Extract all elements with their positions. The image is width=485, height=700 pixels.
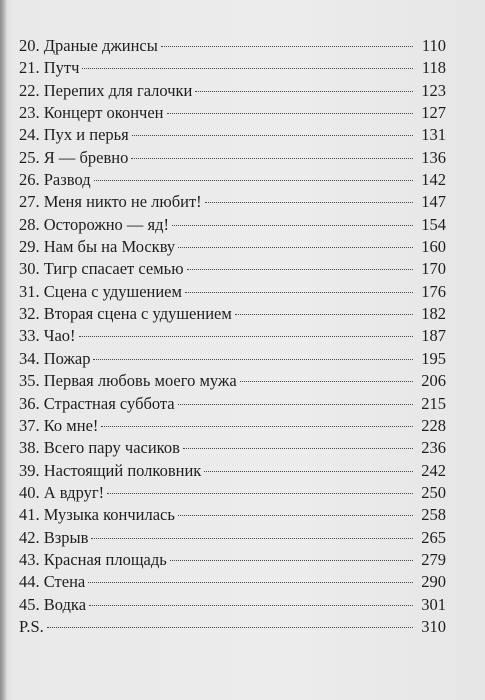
- toc-entry: [19, 415, 446, 437]
- toc-entry-title: 45. Водка: [19, 594, 87, 614]
- toc-entry: [19, 191, 446, 213]
- toc-entry-title: 37. Ко мне!: [19, 415, 99, 435]
- dot-leader: [93, 359, 413, 360]
- toc-entry: [19, 549, 446, 571]
- toc-entry: [19, 102, 446, 124]
- toc-entry: [19, 303, 446, 325]
- toc-entry-page: 131: [421, 125, 446, 145]
- dot-leader: [107, 493, 413, 494]
- toc-entry-page: 206: [421, 371, 446, 391]
- toc-entry-page: 170: [421, 259, 446, 279]
- toc-entry-title: 31. Сцена с удушением: [19, 281, 182, 301]
- toc-entry-title: 21. Путч: [19, 58, 80, 78]
- toc-entry: [19, 616, 446, 638]
- toc-entry: [19, 571, 446, 593]
- toc-entry-title: 26. Развод: [19, 170, 91, 190]
- toc-entry-page: 123: [421, 80, 446, 100]
- toc-entry-title: 39. Настоящий полковник: [19, 460, 202, 480]
- toc-entry-title: 23. Концерт окончен: [19, 103, 164, 123]
- dot-leader: [89, 605, 413, 606]
- toc-entry-page: 250: [421, 482, 446, 502]
- dot-leader: [167, 113, 414, 114]
- toc-entry-page: 265: [421, 527, 446, 547]
- toc-entry: [19, 460, 446, 482]
- dot-leader: [82, 68, 413, 69]
- dot-leader: [94, 180, 413, 181]
- toc-entry: [19, 57, 446, 79]
- toc-entry-title: 44. Стена: [19, 572, 86, 592]
- toc-entry-page: 215: [421, 393, 446, 413]
- toc-entry: [19, 236, 446, 258]
- toc-entry-page: 301: [421, 594, 446, 614]
- toc-entry-page: 279: [421, 549, 446, 569]
- toc-entry: [19, 348, 446, 370]
- toc-entry-page: 258: [421, 505, 446, 525]
- toc-entry-title: P.S.: [19, 616, 44, 636]
- dot-leader: [161, 46, 413, 47]
- dot-leader: [88, 582, 413, 583]
- dot-leader: [240, 381, 413, 382]
- toc-entry-title: 30. Тигр спасает семью: [19, 259, 184, 279]
- toc-entry-page: 310: [421, 616, 446, 636]
- toc-entry-page: 110: [421, 36, 446, 55]
- toc-entry-title: 40. А вдруг!: [19, 482, 105, 502]
- toc-entry: [19, 482, 446, 504]
- toc-entry-title: 32. Вторая сцена с удушением: [19, 304, 232, 324]
- toc-entry-title: 28. Осторожно — яд!: [19, 214, 170, 234]
- toc-entry-title: 22. Перепих для галочки: [19, 80, 193, 100]
- dot-leader: [91, 538, 413, 539]
- toc-entry-title: 33. Чао!: [19, 326, 76, 346]
- dot-leader: [170, 560, 413, 561]
- toc-entry: [19, 325, 446, 347]
- dot-leader: [79, 336, 413, 337]
- toc-entry-title: 24. Пух и перья: [19, 125, 129, 145]
- toc-entry-page: 290: [421, 572, 446, 592]
- toc-entry-title: 42. Взрыв: [19, 527, 89, 547]
- dot-leader: [178, 247, 413, 248]
- toc-entry-page: 142: [421, 170, 446, 190]
- toc-entry-page: 182: [421, 304, 446, 324]
- toc-entry: [19, 124, 446, 146]
- dot-leader: [172, 225, 413, 226]
- toc-entry-title: 36. Страстная суббота: [19, 393, 175, 413]
- toc-entry-page: 136: [421, 147, 446, 167]
- toc-entry-page: 154: [421, 214, 446, 234]
- toc-entry-page: 160: [421, 237, 446, 257]
- toc-entry-page: 242: [421, 460, 446, 480]
- toc-entry-page: 236: [421, 438, 446, 458]
- toc-entry-title: 25. Я — бревно: [19, 147, 129, 167]
- toc-entry: [19, 437, 446, 459]
- dot-leader: [47, 627, 413, 628]
- toc-entry-title: 43. Красная площадь: [19, 549, 167, 569]
- toc-entry-title: 27. Меня никто не любит!: [19, 192, 202, 212]
- dot-leader: [205, 202, 413, 203]
- dot-leader: [195, 91, 413, 92]
- toc-entry: [19, 527, 446, 549]
- toc-entry-page: 118: [421, 58, 446, 78]
- toc-entry-page: 187: [421, 326, 446, 346]
- toc-entry-page: 127: [421, 103, 446, 123]
- toc-entry-title: 35. Первая любовь моего мужа: [19, 371, 237, 391]
- toc-entry: [19, 258, 446, 280]
- toc-entry: [19, 35, 446, 57]
- toc-entry: [19, 169, 446, 191]
- dot-leader: [178, 515, 413, 516]
- toc-entry-title: 29. Нам бы на Москву: [19, 237, 176, 257]
- dot-leader: [204, 471, 413, 472]
- toc-entry-page: 195: [421, 348, 446, 368]
- dot-leader: [131, 158, 413, 159]
- dot-leader: [235, 314, 413, 315]
- toc-entry: [19, 214, 446, 236]
- toc-entry-page: 228: [421, 415, 446, 435]
- dot-leader: [101, 426, 413, 427]
- toc-entry: [19, 281, 446, 303]
- dot-leader: [185, 292, 413, 293]
- toc-entry: [19, 147, 446, 169]
- toc-entry-page: 147: [421, 192, 446, 212]
- toc-entry: [19, 80, 446, 102]
- dot-leader: [187, 269, 413, 270]
- toc-entry-page: 176: [421, 281, 446, 301]
- toc-entry: [19, 504, 446, 526]
- toc-entry: [19, 594, 446, 616]
- table-of-contents: [19, 35, 446, 638]
- toc-entry-title: 20. Драные джинсы: [19, 36, 158, 55]
- toc-entry: [19, 393, 446, 415]
- dot-leader: [183, 448, 413, 449]
- book-spine-shadow: [0, 0, 7, 700]
- dot-leader: [178, 404, 413, 405]
- toc-entry-title: 41. Музыка кончилась: [19, 505, 175, 525]
- toc-entry-title: 38. Всего пару часиков: [19, 438, 180, 458]
- dot-leader: [132, 135, 413, 136]
- toc-entry: [19, 370, 446, 392]
- toc-entry-title: 34. Пожар: [19, 348, 91, 368]
